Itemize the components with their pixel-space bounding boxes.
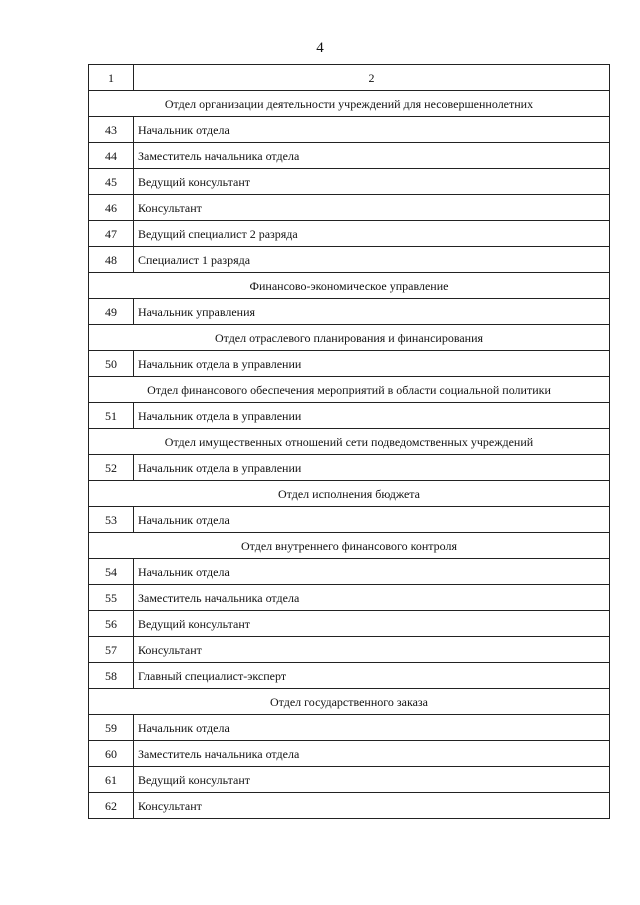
row-number: 55 <box>89 585 134 611</box>
row-number: 45 <box>89 169 134 195</box>
row-number: 51 <box>89 403 134 429</box>
row-number: 46 <box>89 195 134 221</box>
row-number: 56 <box>89 611 134 637</box>
table-row <box>89 507 610 533</box>
position-name: Ведущий консультант <box>134 169 610 195</box>
table-row <box>89 351 610 377</box>
section-row <box>89 91 610 117</box>
table-row <box>89 793 610 819</box>
row-number: 58 <box>89 663 134 689</box>
section-title: Отдел финансового обеспечения мероприятий в области социальной политики <box>89 377 610 403</box>
section-title: Финансово-экономическое управление <box>89 273 610 299</box>
row-number: 59 <box>89 715 134 741</box>
table-row <box>89 715 610 741</box>
section-title: Отдел внутреннего финансового контроля <box>89 533 610 559</box>
position-name: Заместитель начальника отдела <box>134 143 610 169</box>
section-title: Отдел организации деятельности учреждений для несовершеннолетних <box>89 91 610 117</box>
section-title: Отдел отраслевого планирования и финансирования <box>89 325 610 351</box>
table-row <box>89 117 610 143</box>
position-name: Начальник управления <box>134 299 610 325</box>
table-row <box>89 195 610 221</box>
table-row <box>89 585 610 611</box>
row-number: 62 <box>89 793 134 819</box>
table-row <box>89 637 610 663</box>
header-col-2: 2 <box>134 65 610 91</box>
row-number: 53 <box>89 507 134 533</box>
header-col-1: 1 <box>89 65 134 91</box>
section-row <box>89 325 610 351</box>
row-number: 43 <box>89 117 134 143</box>
positions-table-body <box>89 65 610 819</box>
table-row <box>89 767 610 793</box>
row-number: 57 <box>89 637 134 663</box>
position-name: Консультант <box>134 793 610 819</box>
position-name: Начальник отдела в управлении <box>134 351 610 377</box>
page-number: 4 <box>316 40 324 56</box>
table-row <box>89 247 610 273</box>
section-title: Отдел имущественных отношений сети подведомственных учреждений <box>89 429 610 455</box>
position-name: Начальник отдела <box>134 715 610 741</box>
position-name: Начальник отдела в управлении <box>134 403 610 429</box>
position-name: Ведущий специалист 2 разряда <box>134 221 610 247</box>
position-name: Начальник отдела <box>134 117 610 143</box>
row-number: 60 <box>89 741 134 767</box>
section-row <box>89 429 610 455</box>
table-row <box>89 663 610 689</box>
section-title: Отдел государственного заказа <box>89 689 610 715</box>
position-name: Ведущий консультант <box>134 767 610 793</box>
table-row <box>89 221 610 247</box>
section-row <box>89 481 610 507</box>
row-number: 52 <box>89 455 134 481</box>
position-name: Консультант <box>134 195 610 221</box>
row-number: 54 <box>89 559 134 585</box>
table-row <box>89 455 610 481</box>
table-row <box>89 143 610 169</box>
table-row <box>89 299 610 325</box>
row-number: 48 <box>89 247 134 273</box>
row-number: 47 <box>89 221 134 247</box>
position-name: Консультант <box>134 637 610 663</box>
position-name: Заместитель начальника отдела <box>134 585 610 611</box>
position-name: Начальник отдела в управлении <box>134 455 610 481</box>
section-row <box>89 533 610 559</box>
table-row <box>89 559 610 585</box>
section-row <box>89 377 610 403</box>
header-row <box>89 65 610 91</box>
section-title: Отдел исполнения бюджета <box>89 481 610 507</box>
position-name: Специалист 1 разряда <box>134 247 610 273</box>
positions-table <box>88 64 610 819</box>
section-row <box>89 273 610 299</box>
table-row <box>89 741 610 767</box>
position-name: Главный специалист-эксперт <box>134 663 610 689</box>
position-name: Заместитель начальника отдела <box>134 741 610 767</box>
table-row <box>89 611 610 637</box>
position-name: Начальник отдела <box>134 559 610 585</box>
table-row <box>89 169 610 195</box>
position-name: Ведущий консультант <box>134 611 610 637</box>
section-row <box>89 689 610 715</box>
row-number: 49 <box>89 299 134 325</box>
position-name: Начальник отдела <box>134 507 610 533</box>
table-row <box>89 403 610 429</box>
row-number: 61 <box>89 767 134 793</box>
row-number: 50 <box>89 351 134 377</box>
row-number: 44 <box>89 143 134 169</box>
